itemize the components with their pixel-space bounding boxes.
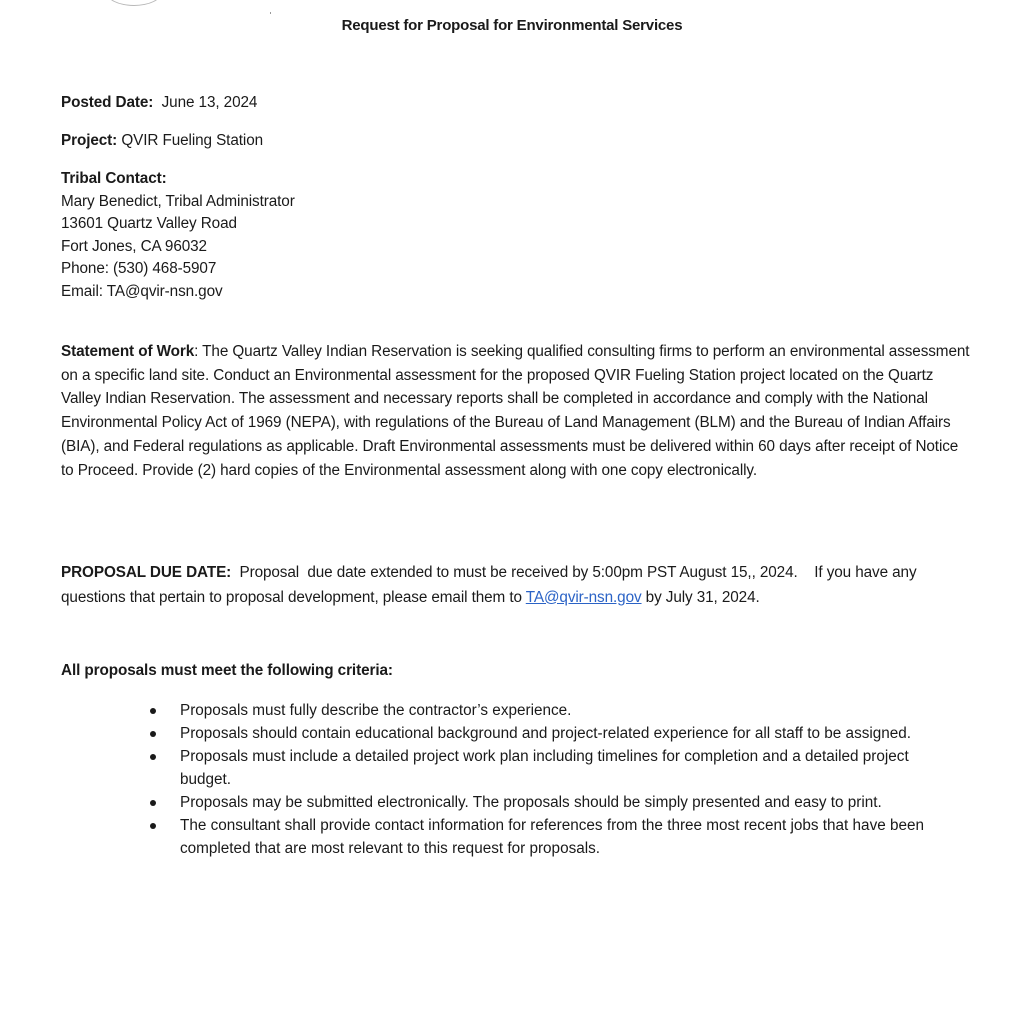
- statement-of-work-text: : The Quartz Valley Indian Reservation is seeking qualified consulting firms to perform an environmental assessment on a specific land site. Conduct an Environmental assessment for the proposed QVIR Fueling Station project located on the Quartz Valley Indian Reservation. The assessment and necessary reports shall be completed in accordance and comply with the National Environmental Policy Act of 1969 (NEPA), with regulations of the Bureau of Land Management (BLM) and the Bureau of Indian Affairs (BIA), and Federal regulations as applicable. Draft Environmental assessments must be delivered within 60 days after receipt of Notice to Proceed. Provide (2) hard copies of the Environmental assessment along with one copy electronically.: [61, 343, 970, 479]
- criteria-list: [148, 699, 948, 860]
- bullet-icon: [150, 731, 156, 737]
- criteria-item: [148, 699, 948, 722]
- criteria-item: [148, 814, 948, 860]
- scan-artifact: [270, 12, 271, 14]
- bullet-icon: [150, 754, 156, 760]
- contact-address: 13601 Quartz Valley Road: [61, 215, 237, 232]
- due-date-text: Proposal due date extended to must be received by 5:00pm PST August 15,, 2024. If you have any questions that pertain to proposal development, please email them to: [61, 564, 921, 606]
- bullet-icon: [150, 708, 156, 714]
- email-link[interactable]: TA@qvir-nsn.gov: [525, 588, 642, 606]
- criteria-item: [148, 745, 948, 791]
- criteria-item-text: Proposals must include a detailed project work plan including timelines for completion and a detailed project budget.: [180, 748, 909, 788]
- project-value: QVIR Fueling Station: [121, 132, 264, 149]
- criteria-item-text: Proposals must fully describe the contractor’s experience.: [180, 702, 572, 719]
- statement-of-work-label: Statement of Work: [61, 343, 195, 360]
- project-label: Project:: [61, 132, 118, 149]
- contact-email: Email: TA@qvir-nsn.gov: [61, 282, 223, 300]
- due-date-label: PROPOSAL DUE DATE:: [61, 564, 232, 581]
- tribal-contact: [61, 168, 295, 303]
- criteria-item-text: The consultant shall provide contact information for references from the three most recent jobs that have been completed that are most relevant to this request for proposals.: [180, 817, 924, 857]
- document-title: Request for Proposal for Environmental Services: [341, 17, 683, 34]
- project: [61, 130, 263, 153]
- criteria-item: [148, 722, 948, 745]
- criteria-item-text: Proposals may be submitted electronically. The proposals should be simply presented and easy to print.: [180, 794, 882, 811]
- due-date-deadline: by July 31, 2024.: [641, 588, 760, 606]
- tribal-seal-logo: [106, 0, 162, 6]
- criteria-item: [148, 791, 948, 814]
- proposal-due-date: [61, 561, 971, 610]
- contact-phone: Phone: (530) 468-5907: [61, 260, 217, 277]
- tribal-contact-label: Tribal Contact:: [61, 170, 167, 187]
- statement-of-work: [61, 340, 971, 482]
- bullet-icon: [150, 800, 156, 806]
- contact-name: Mary Benedict, Tribal Administrator: [61, 192, 295, 210]
- posted-date-label: Posted Date:: [61, 94, 154, 111]
- criteria-heading: All proposals must meet the following criteria:: [61, 662, 393, 679]
- posted-date-value: June 13, 2024: [161, 94, 258, 111]
- criteria-item-text: Proposals should contain educational background and project-related experience for all staff to be assigned.: [180, 725, 912, 742]
- posted-date: [61, 92, 257, 115]
- contact-city: Fort Jones, CA 96032: [61, 237, 207, 255]
- bullet-icon: [150, 823, 156, 829]
